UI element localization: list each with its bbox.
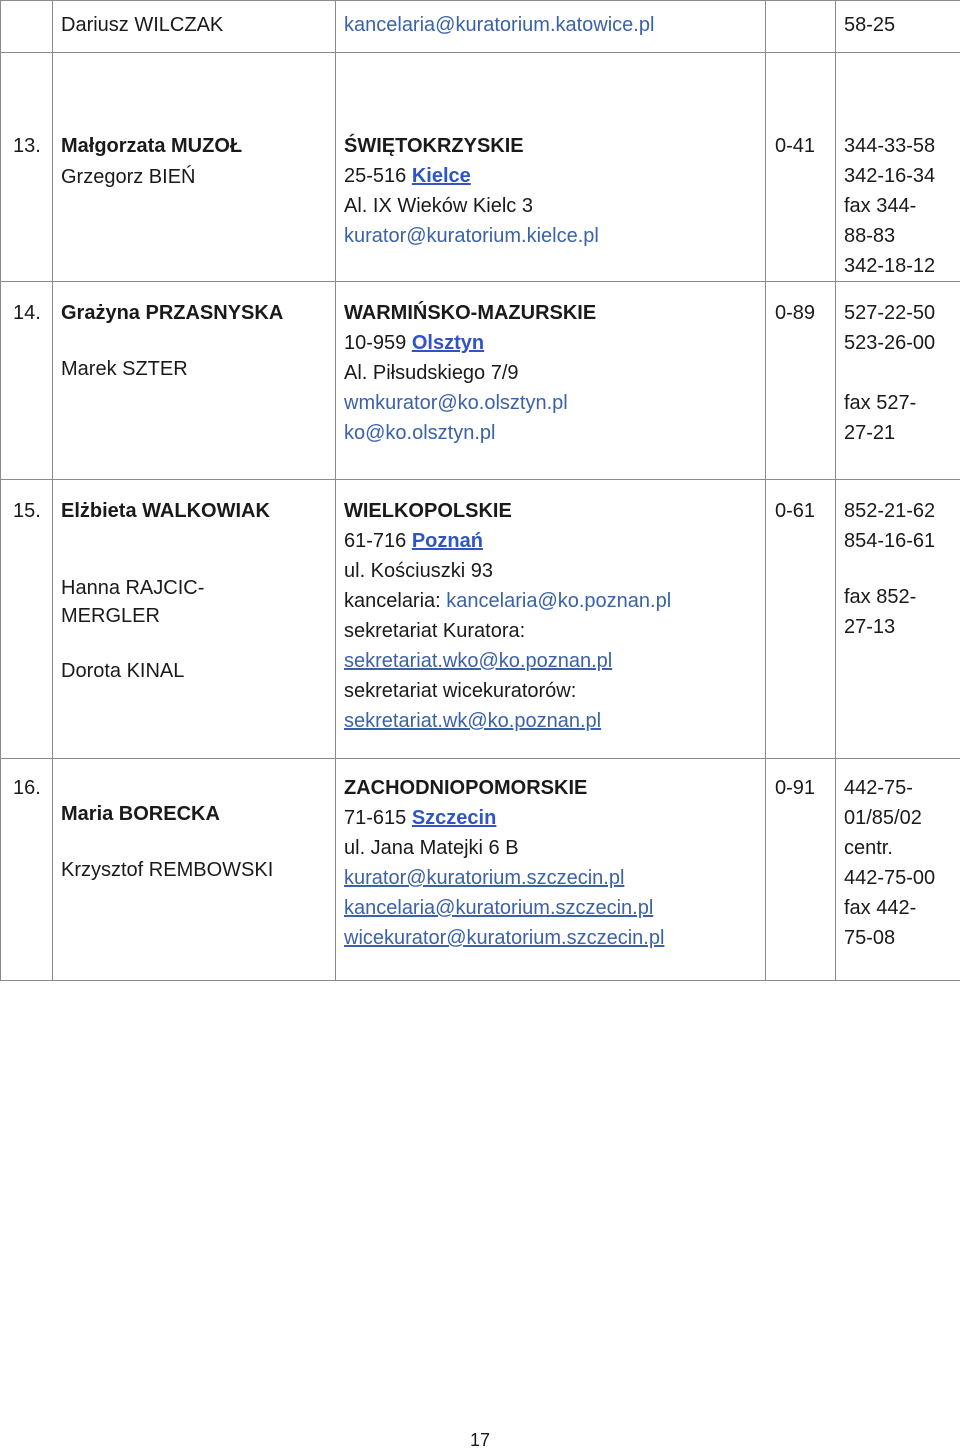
row-number: 16. — [1, 759, 53, 981]
region-name: ŚWIĘTOKRZYSKIE — [344, 135, 524, 157]
phone-line: 527-22-50 — [844, 302, 936, 324]
email-link[interactable]: ko@ko.olsztyn.pl — [344, 422, 496, 444]
page-number: 17 — [469, 1430, 491, 1450]
phone-line: 523-26-00 — [844, 332, 936, 354]
email-link[interactable]: kancelaria@kuratorium.katowice.pl — [344, 14, 655, 36]
phones-cell — [836, 759, 960, 981]
phone-line: 75-08 — [844, 927, 896, 949]
email-link[interactable]: wmkurator@ko.olsztyn.pl — [344, 392, 568, 414]
region-name: WARMIŃSKO-MAZURSKIE — [344, 302, 597, 324]
phone-line: 442-75- — [844, 777, 913, 799]
person-name: Grzegorz BIEŃ — [61, 166, 196, 188]
persons-cell — [53, 282, 336, 480]
email-link[interactable]: wicekurator@kuratorium.szczecin.pl — [344, 927, 665, 949]
region-name: ZACHODNIOPOMORSKIE — [344, 777, 588, 799]
city-link[interactable]: Olsztyn — [411, 332, 485, 354]
phone-line: 88-83 — [844, 225, 896, 247]
email-link[interactable]: kurator@kuratorium.szczecin.pl — [344, 867, 625, 889]
postcode: 10-959 — [344, 332, 407, 354]
contact-label: sekretariat Kuratora: — [344, 620, 526, 642]
person-name: Maria BORECKA — [61, 803, 220, 825]
street: ul. Jana Matejki 6 B — [344, 837, 519, 859]
address-cell — [336, 1, 766, 53]
person-name: Elżbieta WALKOWIAK — [61, 500, 270, 522]
area-code-cell: 0-41 — [766, 53, 836, 282]
phone-line: 27-13 — [844, 616, 896, 638]
contact-label: kancelaria: — [344, 590, 441, 612]
area-code-cell: 0-89 — [766, 282, 836, 480]
person-name: Krzysztof REMBOWSKI — [61, 859, 274, 881]
email-link[interactable]: kancelaria@ko.poznan.pl — [446, 590, 672, 612]
person-name: Hanna RAJCIC- — [61, 577, 205, 599]
area-code-cell: 0-61 — [766, 480, 836, 759]
postcode-city — [344, 803, 765, 833]
row-number: 13. — [1, 53, 53, 282]
phone-line: fax 527- — [844, 392, 917, 414]
phone-line: 442-75-00 — [844, 867, 936, 889]
address-cell — [336, 53, 766, 282]
table-row — [1, 53, 960, 282]
phone-line: 854-16-61 — [844, 530, 936, 552]
phones-cell — [836, 480, 960, 759]
person-name: Grażyna PRZASNYSKA — [61, 302, 284, 324]
phone-line: 01/85/02 — [844, 807, 922, 829]
phone-line: fax 442- — [844, 897, 917, 919]
address-cell — [336, 759, 766, 981]
postcode-city — [344, 161, 765, 191]
region-name: WIELKOPOLSKIE — [344, 500, 512, 522]
postcode: 61-716 — [344, 530, 407, 552]
street: Al. IX Wieków Kielc 3 — [344, 195, 533, 217]
phones-cell — [836, 1, 960, 53]
street: Al. Piłsudskiego 7/9 — [344, 362, 519, 384]
contact-line — [344, 586, 765, 616]
street: ul. Kościuszki 93 — [344, 560, 493, 582]
row-number: 15. — [1, 480, 53, 759]
person-name: Dorota KINAL — [61, 660, 185, 682]
postcode-city — [344, 526, 765, 556]
city-link[interactable]: Kielce — [411, 165, 471, 187]
row-number: 14. — [1, 282, 53, 480]
phone-line: fax 852- — [844, 586, 917, 608]
email-link[interactable]: sekretariat.wk@ko.poznan.pl — [344, 710, 602, 732]
person-name: Marek SZTER — [61, 358, 188, 380]
city-link[interactable]: Szczecin — [411, 807, 497, 829]
email-link[interactable]: kurator@kuratorium.kielce.pl — [344, 225, 599, 247]
city-link[interactable]: Poznań — [411, 530, 483, 552]
phone-line: 344-33-58 — [844, 135, 936, 157]
email-link[interactable]: sekretariat.wko@ko.poznan.pl — [344, 650, 613, 672]
area-code-cell: 0-91 — [766, 759, 836, 981]
persons-cell — [53, 1, 336, 53]
email-link[interactable]: kancelaria@kuratorium.szczecin.pl — [344, 897, 654, 919]
phone-line: centr. — [844, 837, 893, 859]
postcode-city — [344, 328, 765, 358]
address-cell — [336, 282, 766, 480]
table-row — [1, 1, 960, 53]
postcode: 71-615 — [344, 807, 407, 829]
contact-label: sekretariat wicekuratorów: — [344, 680, 577, 702]
area-code-cell — [766, 1, 836, 53]
person-name: Małgorzata MUZOŁ — [61, 135, 243, 157]
phone-line: 342-18-12 — [844, 255, 936, 277]
phones-cell — [836, 282, 960, 480]
phone-line: fax 344- — [844, 195, 917, 217]
postcode: 25-516 — [344, 165, 407, 187]
table-row — [1, 480, 960, 759]
table-row — [1, 759, 960, 981]
row-number — [1, 1, 53, 53]
persons-cell — [53, 759, 336, 981]
phone-line: 27-21 — [844, 422, 896, 444]
table-row — [1, 282, 960, 480]
person-name: MERGLER — [61, 605, 160, 627]
person-name: Dariusz WILCZAK — [61, 14, 224, 36]
phone-line: 58-25 — [844, 14, 896, 36]
address-cell — [336, 480, 766, 759]
persons-cell — [53, 53, 336, 282]
phone-line: 852-21-62 — [844, 500, 936, 522]
phones-cell — [836, 53, 960, 282]
phone-line: 342-16-34 — [844, 165, 936, 187]
persons-cell — [53, 480, 336, 759]
